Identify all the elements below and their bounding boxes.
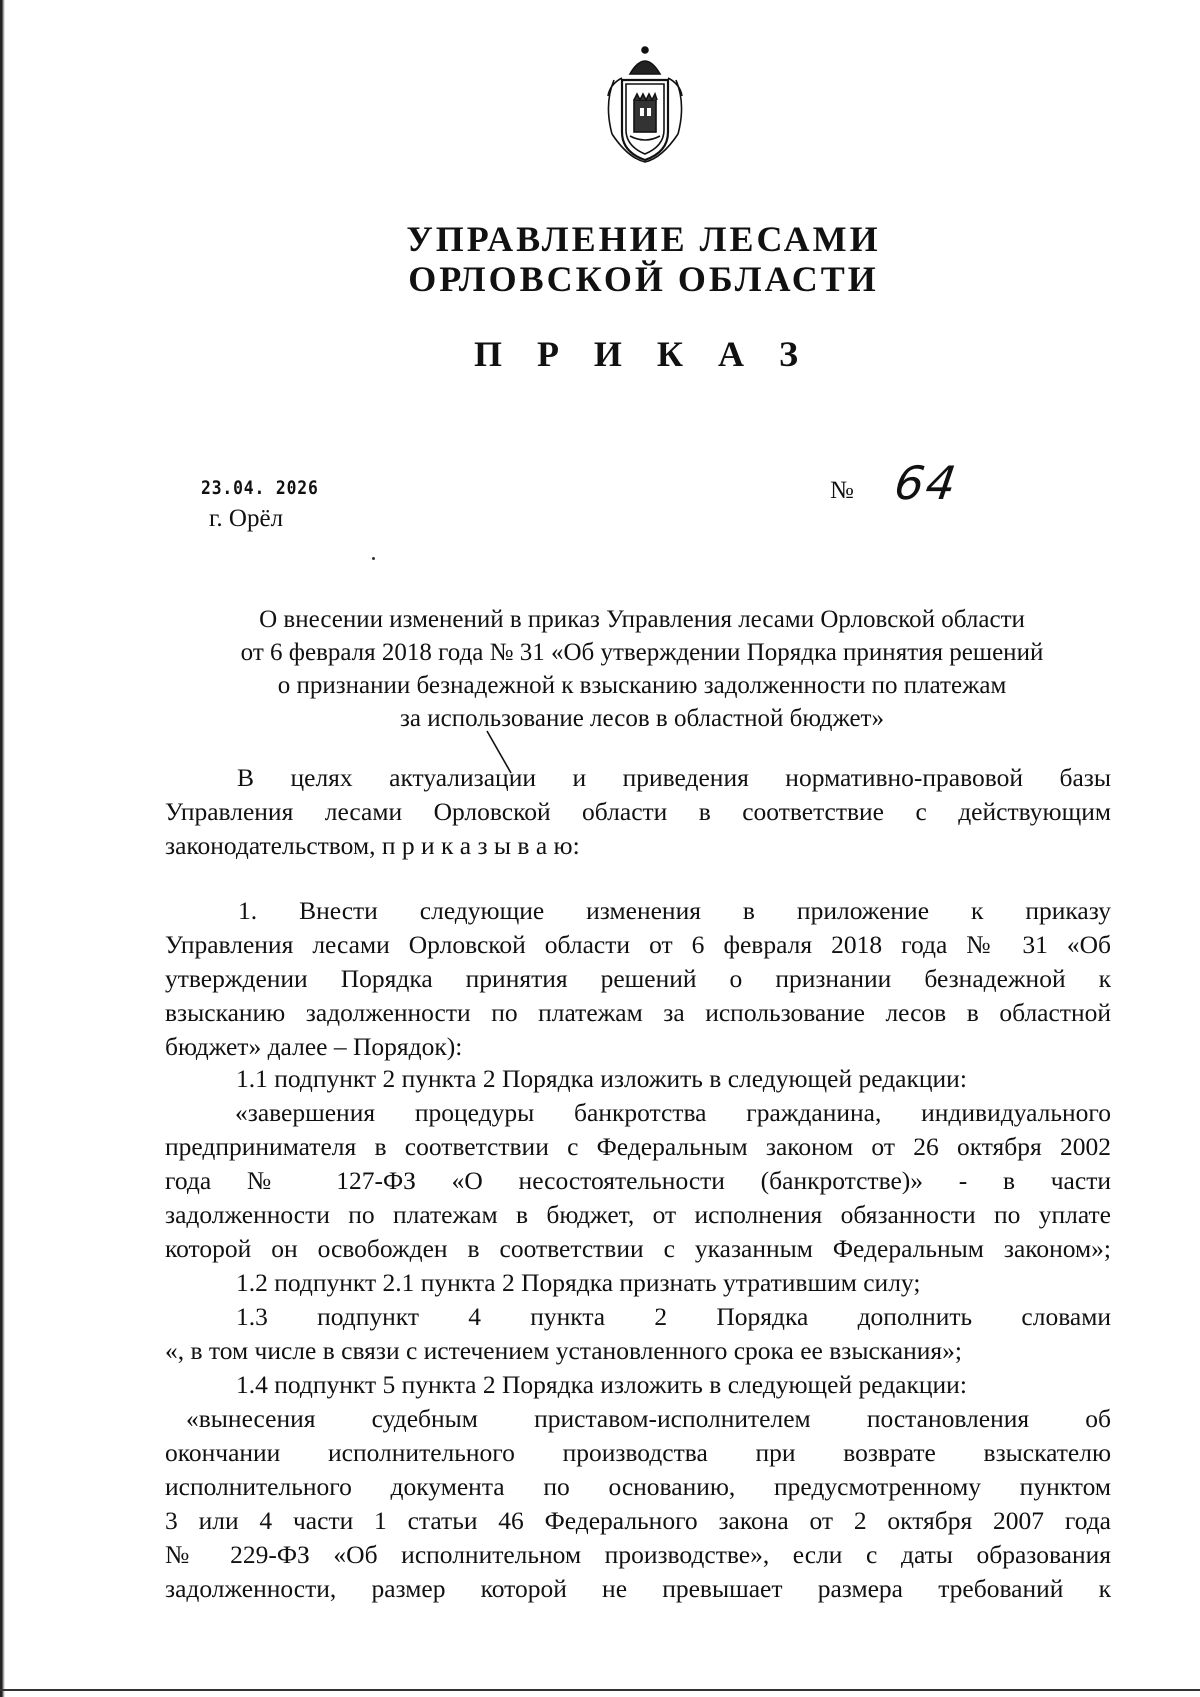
item-1-4-text-line: задолженности, размер которой не превышает размера требований к — [165, 1574, 1111, 1603]
item-1-3-line: «, в том числе в связи с истечением установленного срока ее взыскания»; — [165, 1336, 962, 1365]
item-1-line: 1. Внести следующие изменения в приложение к приказу — [238, 896, 1111, 925]
preamble-line: законодательством, п р и к а з ы в а ю: — [165, 831, 580, 860]
organization-name-line-2: ОРЛОВСКОЙ ОБЛАСТИ — [408, 259, 879, 299]
item-1-1-text-line: которой он освобожден в соответствии с указанным Федеральным законом»; — [165, 1234, 1111, 1263]
document-city: г. Орёл — [209, 505, 284, 532]
item-1-4-heading: 1.4 подпункт 5 пункта 2 Порядка изложить в следующей редакции: — [236, 1370, 967, 1399]
item-1-line: взысканию задолженности по платежам за использование лесов в областной — [165, 998, 1111, 1027]
item-1-1-heading: 1.1 подпункт 2 пункта 2 Порядка изложить в следующей редакции: — [236, 1064, 967, 1093]
scan-bottom-edge — [0, 1689, 1200, 1691]
item-1-1-text-line: задолженности по платежам в бюджет, от исполнения обязанности по уплате — [165, 1200, 1111, 1229]
subject-line: за использование лесов в областной бюджет» — [400, 705, 884, 732]
item-1-1-text-line: года № 127-ФЗ «О несостоятельности (банкротстве)» - в части — [165, 1166, 1111, 1195]
preamble-line: Управления лесами Орловской области в соответствие с действующим — [165, 797, 1111, 826]
subject-line: о признании безнадежной к взысканию задолженности по платежам — [277, 672, 1007, 699]
preamble-line: В целях актуализации и приведения нормативно-правовой базы — [237, 763, 1111, 792]
item-1-4-text-line: окончании исполнительного производства при возврате взыскателю — [165, 1438, 1111, 1467]
organization-name-line-1: УПРАВЛЕНИЕ ЛЕСАМИ — [406, 219, 881, 259]
handwritten-document-number: 64 — [891, 456, 962, 510]
item-1-1-text-line: «завершения процедуры банкротства гражданина, индивидуального — [235, 1098, 1111, 1127]
item-1-4-text-line: № 229-ФЗ «Об исполнительном производстве», если с даты образования — [165, 1540, 1111, 1569]
item-1-line: Управления лесами Орловской области от 6 февраля 2018 года № 31 «Об — [165, 930, 1111, 959]
subject-line: от 6 февраля 2018 года № 31 «Об утверждении Порядка принятия решений — [240, 639, 1044, 666]
item-1-1-text-line: предпринимателя в соответствии с Федеральным законом от 26 октября 2002 — [165, 1132, 1111, 1161]
document-date: 23.04. 2026 — [201, 477, 319, 499]
item-1-2: 1.2 подпункт 2.1 пункта 2 Порядка признать утратившим силу; — [236, 1268, 921, 1297]
item-1-line: утверждении Порядка принятия решений о признании безнадежной к — [165, 964, 1111, 993]
item-1-4-text-line: 3 или 4 части 1 статьи 46 Федерального закона от 2 октября 2007 года — [165, 1506, 1111, 1535]
item-1-4-text-line: исполнительного документа по основанию, предусмотренному пунктом — [165, 1472, 1111, 1501]
item-1-4-text-line: «вынесения судебным приставом-исполнителем постановления об — [186, 1404, 1111, 1433]
document-type-title: П Р И К А З — [473, 334, 812, 374]
number-sign: № — [830, 477, 854, 504]
scan-speck — [372, 557, 375, 560]
item-1-line: бюджет» далее – Порядок): — [165, 1032, 463, 1061]
coat-of-arms-emblem — [600, 44, 690, 164]
subject-line: О внесении изменений в приказ Управления лесами Орловской области — [259, 606, 1025, 633]
item-1-3-line: 1.3 подпункт 4 пункта 2 Порядка дополнить словами — [236, 1302, 1111, 1331]
